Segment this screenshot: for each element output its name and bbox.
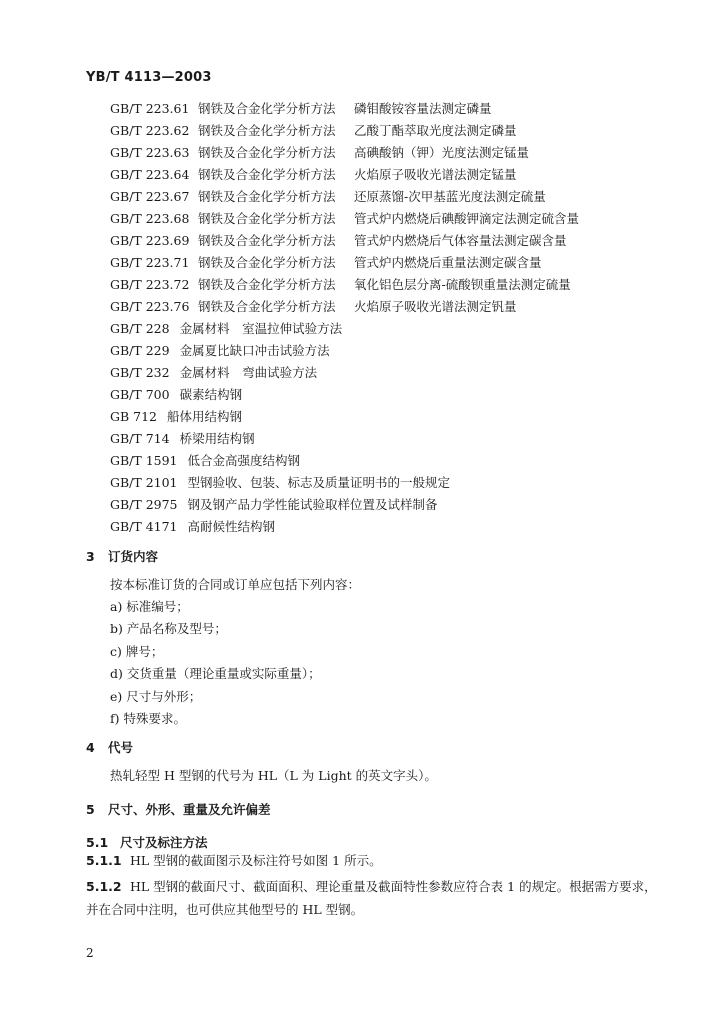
reference-title: 钢铁及合金化学分析方法	[198, 211, 336, 226]
reference-subtitle: 火焰原子吸收光谱法测定钒量	[354, 299, 517, 314]
list-item: d) 交货重量（理论重量或实际重量）；	[110, 666, 321, 682]
reference-item	[110, 494, 579, 516]
reference-code: GB/T 4171	[110, 519, 178, 534]
section-4-heading	[86, 738, 133, 756]
reference-item	[110, 472, 579, 494]
reference-subtitle: 高碘酸钠（钾）光度法测定锰量	[354, 145, 530, 160]
section-number: 4	[86, 740, 95, 755]
reference-item	[110, 406, 579, 428]
reference-title: 钢铁及合金化学分析方法	[198, 255, 336, 270]
reference-item	[110, 428, 579, 450]
reference-code: GB/T 2101	[110, 475, 178, 490]
reference-item	[110, 362, 579, 384]
reference-item	[110, 516, 579, 538]
reference-item	[110, 164, 579, 186]
reference-item	[110, 208, 579, 230]
reference-code: GB/T 223.64	[110, 167, 190, 182]
reference-title: 高耐候性结构钢	[187, 519, 276, 534]
reference-title: 钢铁及合金化学分析方法	[198, 123, 336, 138]
section-title: 尺寸、外形、重量及允许偏差	[108, 802, 271, 817]
reference-code: GB/T 700	[110, 387, 170, 402]
list-item: f) 特殊要求。	[110, 710, 186, 726]
reference-item	[110, 252, 579, 274]
section-5-1-1	[86, 850, 382, 872]
section-4-text: 热轧轻型 H 型钢的代号为 HL（L 为 Light 的英文字头）。	[110, 768, 437, 783]
reference-code: GB/T 223.71	[110, 255, 190, 270]
reference-item	[110, 142, 579, 164]
reference-subtitle: 还原蒸馏-次甲基蓝光度法测定硫量	[354, 189, 546, 204]
reference-code: GB/T 223.72	[110, 277, 190, 292]
reference-item	[110, 230, 579, 252]
reference-title: 金属材料 室温拉伸试验方法	[179, 321, 343, 336]
paragraph-text: HL 型钢的截面尺寸、截面面积、理论重量及截面特性参数应符合表 1 的规定。根据需方要求，	[130, 879, 657, 894]
reference-code: GB/T 223.61	[110, 101, 190, 116]
reference-item	[110, 340, 579, 362]
reference-subtitle: 氧化铝色层分离-硫酸钡重量法测定硫量	[354, 277, 571, 292]
document-code: YB/T 4113—2003	[86, 70, 212, 85]
reference-code: GB/T 2975	[110, 497, 178, 512]
reference-code: GB/T 223.69	[110, 233, 190, 248]
reference-code: GB 712	[110, 409, 158, 424]
order-content-list	[110, 596, 321, 730]
reference-code: GB/T 223.68	[110, 211, 190, 226]
reference-item	[110, 186, 579, 208]
reference-subtitle: 火焰原子吸收光谱法测定锰量	[354, 167, 517, 182]
section-title: 订货内容	[108, 549, 159, 564]
reference-item	[110, 296, 579, 318]
reference-item	[110, 450, 579, 472]
reference-code: GB/T 223.76	[110, 299, 190, 314]
list-item: b) 产品名称及型号；	[110, 621, 227, 637]
reference-title: 船体用结构钢	[167, 409, 243, 424]
section-number: 5.1.2	[86, 879, 122, 894]
section-number: 5	[86, 802, 95, 817]
reference-title: 钢铁及合金化学分析方法	[198, 101, 336, 116]
reference-item	[110, 98, 579, 120]
reference-item	[110, 274, 579, 296]
reference-title: 钢铁及合金化学分析方法	[198, 277, 336, 292]
reference-code: GB/T 229	[110, 343, 170, 358]
reference-code: GB/T 228	[110, 321, 170, 336]
list-item: e) 尺寸与外形；	[110, 688, 202, 704]
list-item: a) 标准编号；	[110, 599, 189, 614]
reference-title: 金属夏比缺口冲击试验方法	[179, 343, 330, 358]
section-title: 尺寸及标注方法	[120, 835, 208, 850]
reference-title: 碳素结构钢	[179, 387, 243, 402]
list-item: c) 牌号；	[110, 643, 164, 659]
reference-code: GB/T 223.62	[110, 123, 190, 138]
reference-title: 金属材料 弯曲试验方法	[179, 365, 318, 380]
section-5-1-2	[86, 876, 657, 898]
section-number: 5.1.1	[86, 853, 122, 868]
section-5-1-heading	[86, 833, 208, 851]
reference-title: 钢铁及合金化学分析方法	[198, 299, 336, 314]
reference-item	[110, 120, 579, 142]
section-number: 3	[86, 549, 95, 564]
section-3-heading	[86, 547, 158, 565]
section-3-intro: 按本标准订货的合同或订单应包括下列内容：	[110, 577, 361, 592]
section-number: 5.1	[86, 835, 109, 850]
reference-title: 型钢验收、包装、标志及质量证明书的一般规定	[187, 475, 451, 490]
section-title: 代号	[108, 740, 134, 755]
reference-subtitle: 管式炉内燃烧后碘酸钾滴定法测定硫含量	[354, 211, 580, 226]
reference-subtitle: 管式炉内燃烧后重量法测定碳含量	[354, 255, 542, 270]
reference-subtitle: 管式炉内燃烧后气体容量法测定碳含量	[354, 233, 567, 248]
reference-title: 低合金高强度结构钢	[187, 453, 301, 468]
reference-title: 钢铁及合金化学分析方法	[198, 189, 336, 204]
section-5-heading	[86, 800, 271, 818]
reference-title: 钢铁及合金化学分析方法	[198, 233, 336, 248]
reference-item	[110, 318, 579, 340]
reference-item	[110, 384, 579, 406]
page-number: 2	[86, 946, 94, 960]
paragraph-text: HL 型钢的截面图示及标注符号如图 1 所示。	[130, 853, 382, 868]
reference-code: GB/T 1591	[110, 453, 178, 468]
reference-subtitle: 磷钼酸铵容量法测定磷量	[354, 101, 492, 116]
reference-title: 桥梁用结构钢	[179, 431, 255, 446]
reference-list	[110, 98, 579, 538]
section-5-1-2-continued: 并在合同中注明，也可供应其他型号的 HL 型钢。	[86, 902, 364, 917]
reference-title: 钢及钢产品力学性能试验取样位置及试样制备	[187, 497, 438, 512]
reference-code: GB/T 223.63	[110, 145, 190, 160]
reference-code: GB/T 232	[110, 365, 170, 380]
reference-code: GB/T 223.67	[110, 189, 190, 204]
reference-title: 钢铁及合金化学分析方法	[198, 167, 336, 182]
reference-code: GB/T 714	[110, 431, 170, 446]
reference-subtitle: 乙酸丁酯萃取光度法测定磷量	[354, 123, 517, 138]
reference-title: 钢铁及合金化学分析方法	[198, 145, 336, 160]
